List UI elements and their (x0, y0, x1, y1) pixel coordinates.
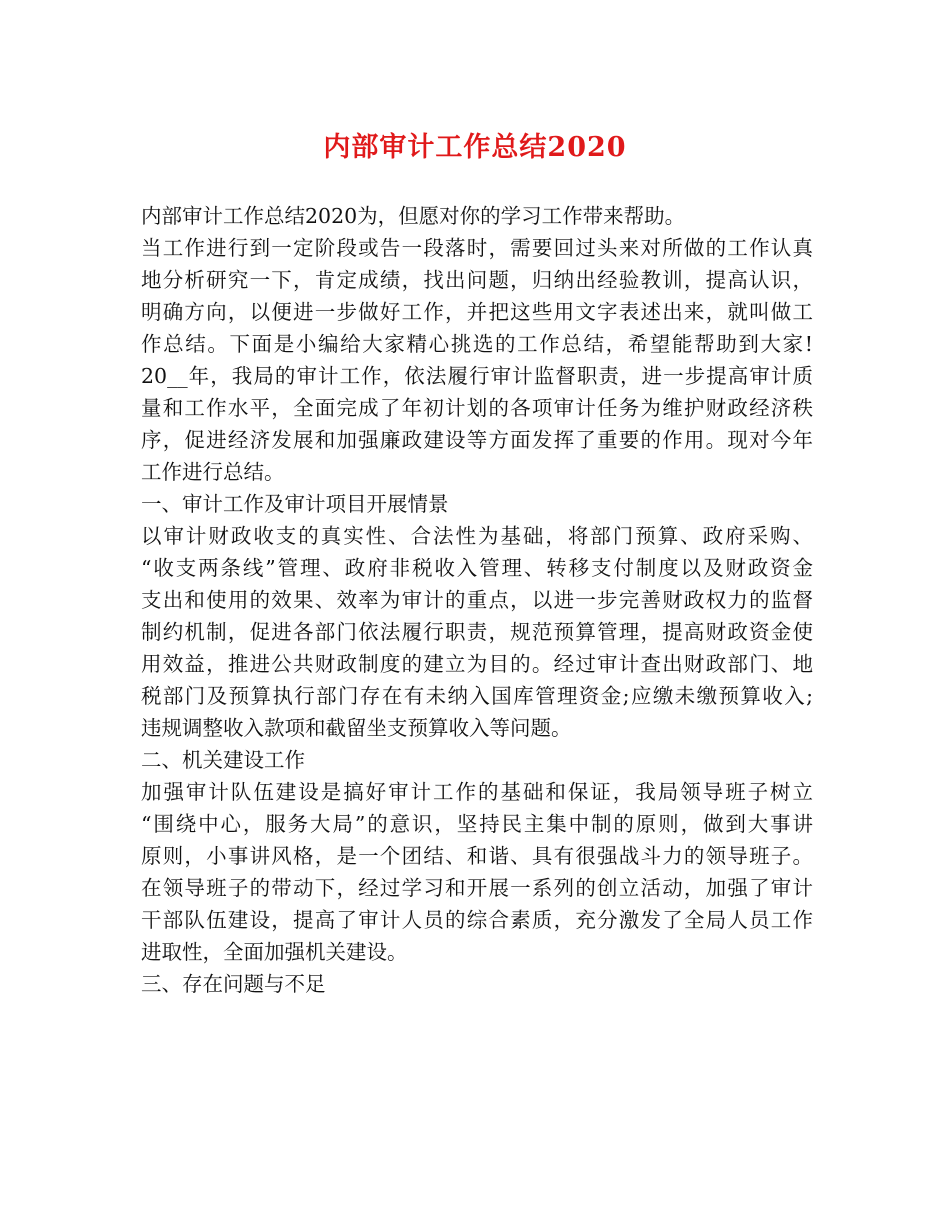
text-line: 原则，小事讲风格，是一个团结、和谐、具有很强战斗力的领导班子。 (141, 844, 813, 868)
text-line: 以审计财政收支的真实性、合法性为基础，将部门预算、政府采购、 (141, 524, 813, 548)
text-line: 内部审计工作总结2020为，但愿对你的学习工作带来帮助。 (141, 204, 686, 228)
text-line: 三、存在问题与不足 (141, 972, 326, 996)
text-line: 作总结。下面是小编给大家精心挑选的工作总结，希望能帮助到大家! (141, 332, 813, 356)
text-line: 明确方向，以便进一步做好工作，并把这些用文字表述出来，就叫做工 (141, 300, 813, 324)
document-title: 内部审计工作总结2020 (323, 132, 627, 163)
text-line: 制约机制，促进各部门依法履行职责，规范预算管理，提高财政资金使 (141, 620, 813, 644)
text-line: 税部门及预算执行部门存在有未纳入国库管理资金;应缴未缴预算收入; (141, 684, 813, 708)
text-line: 20__年，我局的审计工作，依法履行审计监督职责，进一步提高审计质 (141, 364, 813, 388)
text-line: 一、审计工作及审计项目开展情景 (141, 492, 449, 516)
text-line: “围绕中心，服务大局”的意识，坚持民主集中制的原则，做到大事讲 (141, 812, 813, 836)
text-line: 在领导班子的带动下，经过学习和开展一系列的创立活动，加强了审计 (141, 876, 813, 900)
text-line: 进取性，全面加强机关建设。 (141, 940, 408, 964)
text-line: 当工作进行到一定阶段或告一段落时，需要回过头来对所做的工作认真 (141, 236, 813, 260)
text-line: “收支两条线”管理、政府非税收入管理、转移支付制度以及财政资金 (141, 556, 813, 580)
text-line: 地分析研究一下，肯定成绩，找出问题，归纳出经验教训，提高认识， (141, 268, 813, 292)
text-line: 用效益，推进公共财政制度的建立为目的。经过审计查出财政部门、地 (141, 652, 813, 676)
text-line: 工作进行总结。 (141, 460, 285, 484)
text-line: 违规调整收入款项和截留坐支预算收入等问题。 (141, 716, 572, 740)
text-line: 二、机关建设工作 (141, 748, 305, 772)
text-line: 干部队伍建设，提高了审计人员的综合素质，充分激发了全局人员工作 (141, 908, 813, 932)
text-line: 量和工作水平，全面完成了年初计划的各项审计任务为维护财政经济秩 (141, 396, 813, 420)
document-body (141, 200, 813, 1000)
text-line: 加强审计队伍建设是搞好审计工作的基础和保证，我局领导班子树立 (141, 780, 813, 804)
text-line: 序，促进经济发展和加强廉政建设等方面发挥了重要的作用。现对今年 (141, 428, 813, 452)
text-line: 支出和使用的效果、效率为审计的重点，以进一步完善财政权力的监督 (141, 588, 813, 612)
